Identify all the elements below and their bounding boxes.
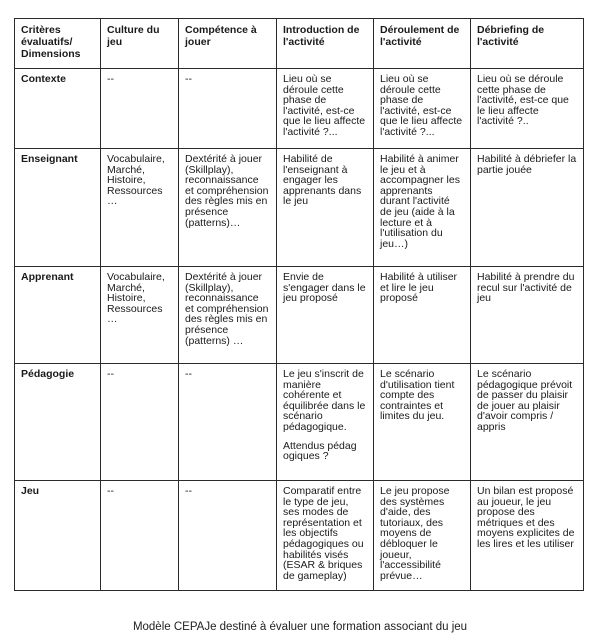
table-cell: Comparatif entre le type de jeu, ses modes de représentation et les objectifs pédagogiques ou habilités visés (ESAR & briques de gameplay) xyxy=(277,481,374,591)
row-label-pedagogie: Pédagogie xyxy=(15,364,101,481)
table-cell: Habilité de l'enseignant à engager les apprenants dans le jeu xyxy=(277,149,374,267)
row-label-jeu: Jeu xyxy=(15,481,101,591)
table-row-contexte xyxy=(15,69,584,149)
table-cell: Habilité à animer le jeu et à accompagner les apprenants durant l'activité de jeu (aide à la lecture et à l'utilisation du jeu…) xyxy=(374,149,471,267)
table-cell: Dextérité à jouer (Skillplay), reconnaissance et compréhension des règles mis en présence (patterns) … xyxy=(179,267,277,364)
table-cell: -- xyxy=(179,364,277,481)
row-label-apprenant: Apprenant xyxy=(15,267,101,364)
table-row-jeu xyxy=(15,481,584,591)
row-label-enseignant: Enseignant xyxy=(15,149,101,267)
table-cell: Habilité à débriefer la partie jouée xyxy=(471,149,584,267)
evaluation-table xyxy=(14,18,584,591)
table-cell: Le scénario pédagogique prévoit de passer du plaisir de jouer au plaisir d'avoir compris / appris xyxy=(471,364,584,481)
table-cell: Le scénario d'utilisation tient compte des contraintes et limites du jeu. xyxy=(374,364,471,481)
header-activity-debriefing: Débriefing de l'activité xyxy=(471,19,584,69)
table-cell: Envie de s'engager dans le jeu proposé xyxy=(277,267,374,364)
table-cell: Lieu où se déroule cette phase de l'activité, est-ce que le lieu affecte l'activité ?... xyxy=(277,69,374,149)
pedagogy-intro-text: Le jeu s'inscrit de manière cohérente et équilibrée dans le scénario pédagogique. xyxy=(283,368,366,433)
table-row-enseignant xyxy=(15,149,584,267)
header-activity-progress: Déroulement de l'activité xyxy=(374,19,471,69)
table-row-apprenant xyxy=(15,267,584,364)
table-cell: Vocabulaire, Marché, Histoire, Ressources … xyxy=(101,149,179,267)
table-cell: Un bilan est proposé au joueur, le jeu propose des métriques et des moyens explicites de les lires et les utiliser xyxy=(471,481,584,591)
table-cell: -- xyxy=(101,69,179,149)
header-activity-introduction: Introduction de l'activité xyxy=(277,19,374,69)
table-cell: Vocabulaire, Marché, Histoire, Ressources … xyxy=(101,267,179,364)
row-label-contexte: Contexte xyxy=(15,69,101,149)
table-row-pedagogie xyxy=(15,364,584,481)
table-cell: Lieu où se déroule cette phase de l'activité, est-ce que le lieu affecte l'activité ?.. xyxy=(471,69,584,149)
figure-caption: Modèle CEPAJe destiné à évaluer une formation associant du jeu xyxy=(132,621,468,633)
header-play-competence: Compétence à jouer xyxy=(179,19,277,69)
table-cell: Le jeu propose des systèmes d'aide, des tutoriaux, des moyens de débloquer le joueur, l'accessibilité prévue… xyxy=(374,481,471,591)
table-cell: Habilité à utiliser et lire le jeu proposé xyxy=(374,267,471,364)
table-cell: -- xyxy=(101,364,179,481)
table-header-row xyxy=(15,19,584,69)
table-cell: Habilité à prendre du recul sur l'activité de jeu xyxy=(471,267,584,364)
table-cell xyxy=(277,364,374,481)
table-cell: -- xyxy=(101,481,179,591)
table-cell: Dextérité à jouer (Skillplay), reconnaissance et compréhension des règles mis en présence (patterns)… xyxy=(179,149,277,267)
header-game-culture: Culture du jeu xyxy=(101,19,179,69)
table-cell: Lieu où se déroule cette phase de l'activité, est-ce que le lieu affecte l'activité ?... xyxy=(374,69,471,149)
pedagogy-expected-outcomes: Attendus pédag ogiques ? xyxy=(283,439,357,463)
table-cell: -- xyxy=(179,481,277,591)
header-criteria: Critères évaluatifs/ Dimensions xyxy=(15,19,101,69)
table-cell: -- xyxy=(179,69,277,149)
